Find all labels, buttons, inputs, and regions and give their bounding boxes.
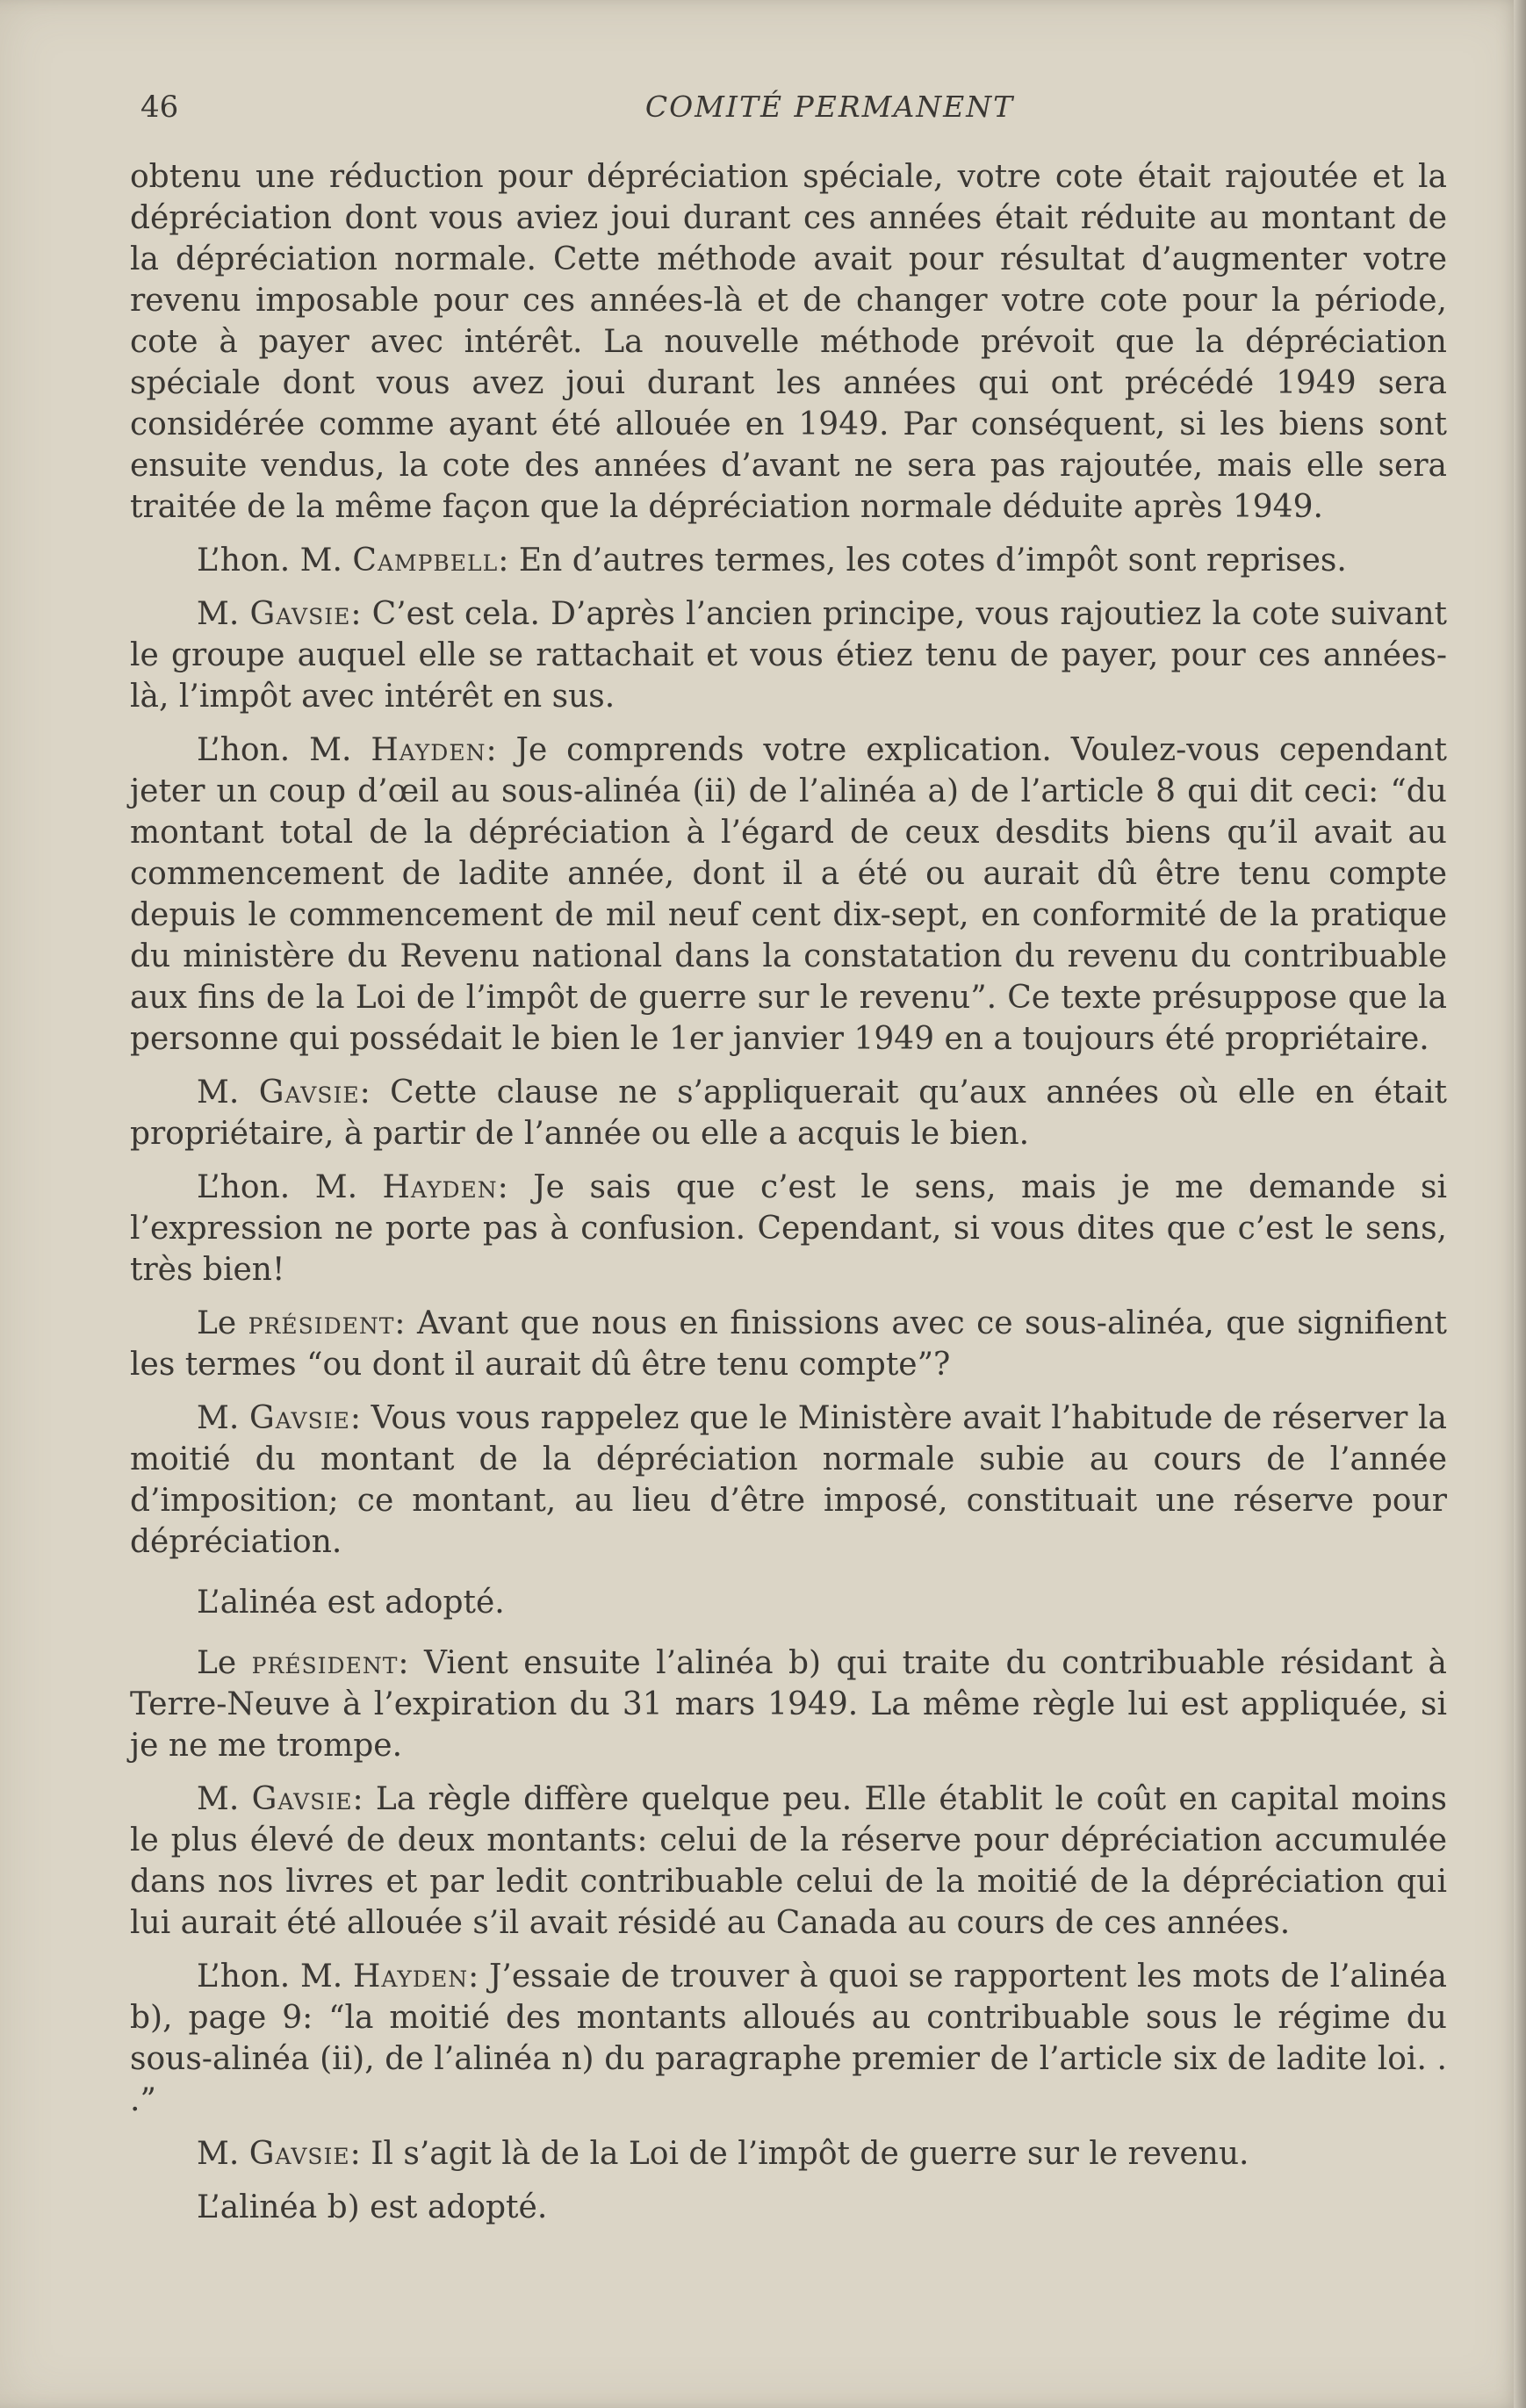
speaker-prefix: M.: [197, 1781, 252, 1817]
speech-text: : Je sais que c’est le sens, mais je me demande si l’expression ne porte pas à confusion. Cependant, si vous dites que c’est le sens, très bien!: [130, 1169, 1447, 1288]
speech-gavsie-2: [130, 1072, 1447, 1154]
speaker-name: président: [251, 1645, 399, 1681]
speaker-name: Gavsie: [249, 596, 351, 632]
speaker-name: Gavsie: [248, 2136, 350, 2172]
speaker-prefix: M.: [197, 1400, 249, 1436]
body-text: [130, 156, 1447, 2240]
speaker-name: Gavsie: [248, 1400, 350, 1436]
speech-gavsie-3: [130, 1398, 1447, 1563]
speech-gavsie-5: [130, 2133, 1447, 2174]
speech-hayden-1: [130, 730, 1447, 1060]
speech-text: : Vient ensuite l’alinéa b) qui traite du contribuable résidant à Terre-Neuve à l’expiration du 31 mars 1949. La même règle lui est appliquée, si je ne me trompe.: [130, 1645, 1447, 1764]
speaker-prefix: M.: [197, 596, 250, 632]
speech-text: : La règle diffère quelque peu. Elle établit le coût en capital moins le plus élevé de deux montants: celui de la réserve pour dépréciation accumulée dans nos livres et par ledit contribuable celui de la moitié de la dépréciation qui lui aurait été allouée s’il avait résidé au Canada au cours de ces années.: [130, 1781, 1447, 1941]
speaker-name: Hayden: [382, 1169, 498, 1205]
speaker-prefix: L’hon. M.: [197, 543, 353, 579]
speech-text: : Vous vous rappelez que le Ministère avait l’habitude de réserver la moitié du montant de la dépréciation normale subie au cours de l’année d’imposition; ce montant, au lieu d’être imposé, constituait une réserve pour dépréciation.: [130, 1400, 1447, 1560]
speech-hayden-3: [130, 1956, 1447, 2121]
speaker-name: Campbell: [352, 543, 499, 579]
speech-president-2: [130, 1642, 1447, 1766]
speaker-prefix: Le: [197, 1645, 252, 1681]
page-edge-shadow: [1514, 0, 1526, 2408]
speaker-prefix: L’hon. M.: [197, 1959, 353, 1995]
speaker-name: président: [248, 1305, 395, 1341]
speaker-name: Gavsie: [258, 1075, 360, 1111]
speaker-prefix: L’hon. M.: [197, 732, 371, 768]
speech-text: : Cette clause ne s’appliquerait qu’aux années où elle en était propriétaire, à partir de l’année ou elle a acquis le bien.: [130, 1075, 1447, 1152]
speaker-prefix: M.: [197, 1075, 259, 1111]
paragraph-text: obtenu une réduction pour dépréciation spéciale, votre cote était rajoutée et la dépréciation dont vous aviez joui durant ces années était réduite au montant de la dépréciation normale. Cette méthode avait pour résultat d’augmenter votre revenu imposable pour ces années-là et de changer votre cote pour la période, cote à payer avec intérêt. La nouvelle méthode prévoit que la dépréciation spéciale dont vous avez joui durant les années qui ont précédé 1949 sera considérée comme ayant été allouée en 1949. Par conséquent, si les biens sont ensuite vendus, la cote des années d’avant ne sera pas rajoutée, mais elle sera traitée de la même façon que la dépréciation normale déduite après 1949.: [130, 159, 1447, 525]
speaker-prefix: M.: [197, 2136, 249, 2172]
paragraph-continued: [130, 156, 1447, 528]
speech-hayden-2: [130, 1167, 1447, 1290]
speaker-name: Hayden: [371, 732, 486, 768]
speaker-prefix: Le: [197, 1305, 248, 1341]
speech-text: : Il s’agit là de la Loi de l’impôt de guerre sur le revenu.: [349, 2136, 1249, 2172]
speech-president-1: [130, 1303, 1447, 1385]
speech-text: : Avant que nous en finissions avec ce sous-alinéa, que signifient les termes “ou dont il aurait dû être tenu compte”?: [130, 1305, 1448, 1383]
speech-gavsie-1: [130, 593, 1447, 717]
speaker-prefix: L’hon. M.: [197, 1169, 383, 1205]
speaker-name: Hayden: [352, 1959, 469, 1995]
speech-gavsie-4: [130, 1779, 1447, 1944]
running-head: COMITÉ PERMANENT: [644, 90, 1015, 124]
speech-campbell-1: [130, 540, 1447, 581]
speech-text: : En d’autres termes, les cotes d’impôt sont reprises.: [498, 543, 1347, 579]
page-number: 46: [140, 90, 179, 125]
speech-text: : C’est cela. D’après l’ancien principe, vous rajoutiez la cote suivant le groupe auquel elle se rattachait et vous étiez tenu de payer, pour ces années-là, l’impôt avec intérêt en sus.: [130, 596, 1447, 715]
speech-text: : J’essaie de trouver à quoi se rapportent les mots de l’alinéa b), page 9: “la moitié des montants alloués au contribuable sous le régime du sous-alinéa (ii), de l’alinéa n) du paragraphe premier de l’article six de ladite loi. . .”: [130, 1959, 1447, 2118]
adopted-line-2: L’alinéa b) est adopté.: [197, 2189, 548, 2225]
speaker-name: Gavsie: [251, 1781, 353, 1817]
adopted-line-1: L’alinéa est adopté.: [197, 1585, 505, 1621]
speech-text: : Je comprends votre explication. Voulez-vous cependant jeter un coup d’œil au sous-alinéa (ii) de l’alinéa a) de l’article 8 qui dit ceci: “du montant total de la dépréciation à l’égard de ceux desdits biens qu’il avait au commencement de ladite année, dont il a été ou aurait dû être tenu compte depuis le commencement de mil neuf cent dix-sept, en conformité de la pratique du ministère du Revenu national dans la constatation du revenu du contribuable aux fins de la Loi de l’impôt de guerre sur le revenu”. Ce texte présuppose que la personne qui possédait le bien le 1er janvier 1949 en a toujours été propriétaire.: [130, 732, 1447, 1057]
page-header: [140, 90, 1440, 133]
